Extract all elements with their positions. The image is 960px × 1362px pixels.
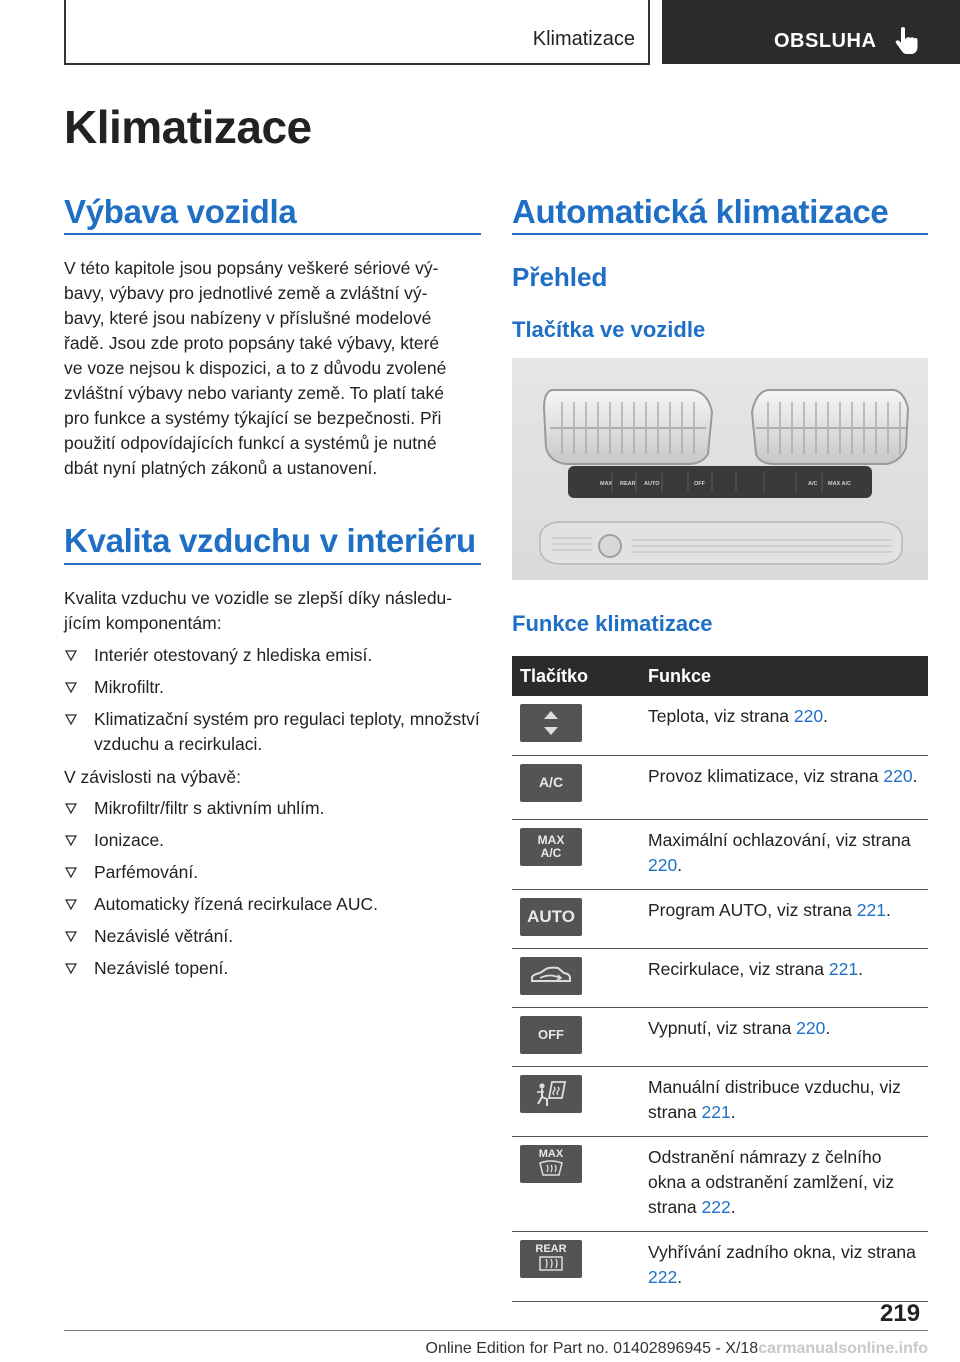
page-link[interactable]: 221: [701, 1101, 731, 1122]
triangle-bullet-icon: [65, 867, 77, 878]
text-line: řadě. Jsou zde proto popsány také výbavy, které: [64, 333, 440, 353]
header-section-title: Klimatizace: [532, 28, 635, 50]
function-text: Manuální distribuce vzduchu, viz strana: [648, 1076, 901, 1122]
table-header-function: Funkce: [640, 656, 928, 696]
watermark: carmanualsonline.info: [758, 1340, 928, 1357]
page-link[interactable]: 220: [793, 706, 824, 726]
panel-label-max-ac: MAX A/C: [828, 481, 852, 487]
temp-arrows-icon: [520, 704, 582, 742]
page-link[interactable]: 222: [648, 1266, 678, 1287]
table-row: OFF Vypnutí, viz strana 220.: [512, 1007, 928, 1066]
triangle-bullet-icon: [65, 899, 77, 910]
triangle-bullet-icon: [65, 803, 77, 814]
section-rule: [64, 563, 481, 565]
table-row: Teplota, viz strana 220.: [512, 696, 928, 755]
header-tab-label: OBSLUHA: [774, 30, 877, 52]
subheading-functions: Funkce klimatizace: [512, 611, 713, 636]
triangle-bullet-icon: [65, 682, 77, 693]
list-item: Nezávislé topení.: [64, 956, 484, 981]
panel-label-off: OFF: [694, 481, 705, 487]
panel-label-ac: A/C: [808, 481, 818, 487]
function-text: Odstranění námrazy z čelního okna a odstranění zamlžení, viz strana: [648, 1146, 895, 1217]
subheading-overview: Přehled: [512, 262, 608, 292]
section-rule: [512, 233, 928, 235]
max-ac-button-icon: MAX A/C: [520, 828, 582, 866]
equipment-paragraph: [64, 256, 484, 481]
triangle-bullet-icon: [65, 650, 77, 661]
table-row: AUTO Program AUTO, viz strana 221.: [512, 889, 928, 948]
table-row: MAX A/C Maximální ochlazování, viz strana 220.: [512, 819, 928, 889]
text-line: dbát nyní platných zákonů a ustanovení.: [64, 458, 378, 478]
ac-button-icon: A/C: [520, 764, 582, 802]
function-text: Vypnutí, viz strana: [648, 1017, 797, 1038]
text-line: Kvalita vzduchu ve vozidle se zlepší díky následu-: [64, 588, 453, 608]
header-rule-bottom: [64, 63, 650, 65]
table-row: Recirkulace, viz strana 221.: [512, 948, 928, 1007]
page-title: Klimatizace: [64, 101, 312, 153]
functions-table: [512, 656, 928, 1302]
function-text: Vyhřívání zadního okna, viz strana: [648, 1241, 916, 1262]
text-line: pro funkce a systémy týkající se bezpečnosti. Při: [64, 408, 442, 428]
section-rule: [64, 233, 481, 235]
subheading-buttons: Tlačítka ve vozidle: [512, 317, 706, 342]
text-line: bavy, výbavy pro jednotlivé země a zvláštní vý-: [64, 283, 428, 303]
equipment-dependent-note: V závislosti na výbavě:: [64, 767, 242, 787]
list-item: Ionizace.: [64, 828, 484, 853]
climate-control-panel-photo: [512, 358, 928, 580]
panel-label-max: MAX: [600, 481, 613, 487]
optional-list: [64, 796, 484, 988]
footer-edition: Online Edition for Part no. 01402896945 - X/18carmanualsonline.info: [425, 1340, 928, 1357]
rear-defrost-icon: REAR: [520, 1240, 582, 1278]
page-link[interactable]: 220: [883, 765, 913, 786]
off-button-icon: OFF: [520, 1016, 582, 1054]
text-line: jícím komponentám:: [64, 613, 222, 633]
header-rule-right: [648, 0, 650, 64]
list-item: Mikrofiltr/filtr s aktivním uhlím.: [64, 796, 484, 821]
page-link[interactable]: 221: [828, 958, 859, 979]
panel-label-rear: REAR: [620, 481, 636, 487]
air-quality-intro: [64, 586, 484, 636]
function-text: Recirkulace, viz strana: [648, 958, 829, 979]
list-item: Nezávislé větrání.: [64, 924, 484, 949]
panel-label-auto: AUTO: [644, 481, 660, 487]
header-rule-left: [64, 0, 66, 64]
section-heading-auto-climate: Automatická klimatizace: [512, 193, 889, 230]
page-number: 219: [880, 1300, 921, 1327]
text-line: ve voze nejsou k dispozici, a to z důvodu zvolené: [64, 358, 447, 378]
section-heading-air-quality: Kvalita vzduchu v interiéru: [64, 522, 476, 559]
components-list: [64, 643, 484, 764]
page-link[interactable]: 222: [701, 1196, 731, 1217]
air-distribution-icon: [520, 1075, 582, 1113]
list-item: Automaticky řízená recirkulace AUC.: [64, 892, 484, 917]
list-item: Mikrofiltr.: [64, 675, 484, 700]
text-line: V této kapitole jsou popsány veškeré sériové vý-: [64, 258, 439, 278]
recirculation-car-icon: [520, 957, 582, 995]
list-item: Interiér otestovaný z hlediska emisí.: [64, 643, 484, 668]
triangle-bullet-icon: [65, 835, 77, 846]
function-text: Teplota, viz strana: [648, 706, 794, 726]
table-row: MAX Odstranění námrazy z čelního okna a odstranění zamlžení, viz strana 222.: [512, 1136, 928, 1231]
page-link[interactable]: 221: [856, 899, 886, 920]
triangle-bullet-icon: [65, 714, 77, 725]
function-text: Maximální ochlazování, viz strana: [648, 829, 911, 850]
triangle-bullet-icon: [65, 963, 77, 974]
function-text: Program AUTO, viz strana: [648, 899, 857, 920]
text-line: použití odpovídajících funkcí a systémů je nutné: [64, 433, 437, 453]
max-defrost-icon: MAX: [520, 1145, 582, 1183]
table-row: REAR Vyhřívání zadního okna, viz strana 222.: [512, 1231, 928, 1301]
triangle-bullet-icon: [65, 931, 77, 942]
footer-rule: [64, 1330, 928, 1331]
page-link[interactable]: 220: [796, 1017, 826, 1038]
table-row: Manuální distribuce vzduchu, viz strana 221.: [512, 1066, 928, 1136]
table-row: A/C Provoz klimatizace, viz strana 220.: [512, 755, 928, 819]
table-header-button: Tlačítko: [512, 656, 640, 696]
auto-button-icon: AUTO: [520, 898, 582, 936]
page-link[interactable]: 220: [648, 854, 678, 875]
text-line: zvláštní výbavy nebo varianty země. To platí také: [64, 383, 445, 403]
pointing-hand-icon: [894, 26, 920, 56]
section-heading-equipment: Výbava vozidla: [64, 193, 297, 230]
list-item: Klimatizační systém pro regulaci teploty, množství vzduchu a recirkulaci.: [64, 707, 484, 757]
list-item: Parfémování.: [64, 860, 484, 885]
text-line: bavy, které jsou nabízeny v příslušné modelové: [64, 308, 432, 328]
function-text: Provoz klimatizace, viz strana: [648, 765, 884, 786]
